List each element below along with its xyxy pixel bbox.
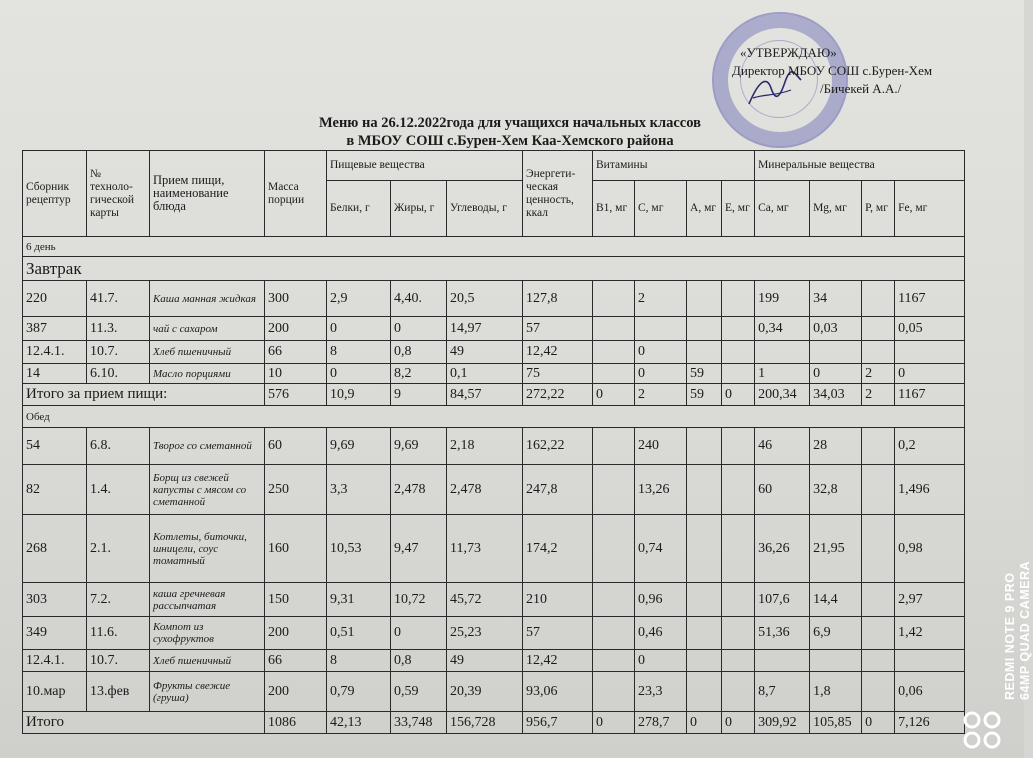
table-cell: 1,8 xyxy=(810,672,862,712)
total-cell: 272,22 xyxy=(523,384,593,406)
table-cell: 349 xyxy=(23,617,87,650)
total-cell: 0 xyxy=(722,712,755,734)
table-cell: 387 xyxy=(23,317,87,341)
table-cell: 0,8 xyxy=(391,341,447,364)
table-cell: 2,97 xyxy=(895,583,965,617)
table-cell: 25,23 xyxy=(447,617,523,650)
camera-watermark xyxy=(958,500,1006,700)
table-cell: 57 xyxy=(523,617,593,650)
table-cell: 8,7 xyxy=(755,672,810,712)
table-cell: 0 xyxy=(810,364,862,384)
dish-name-cell: Каша манная жидкая xyxy=(150,281,265,317)
header-mg: Mg, мг xyxy=(810,181,862,237)
total-cell: 9 xyxy=(391,384,447,406)
table-cell: 1,42 xyxy=(895,617,965,650)
total-cell: 278,7 xyxy=(635,712,687,734)
table-cell: 9,69 xyxy=(327,428,391,465)
total-cell: 42,13 xyxy=(327,712,391,734)
table-row xyxy=(23,515,965,583)
total-label: Итого за прием пищи: xyxy=(23,384,265,406)
table-cell: 2,9 xyxy=(327,281,391,317)
header-fe: Fe, мг xyxy=(895,181,965,237)
dish-name-cell: Хлеб пшеничный xyxy=(150,341,265,364)
dish-name-cell: Котлеты, биточки, шницели, соус томатный xyxy=(150,515,265,583)
header-sbornik: Сборник рецептур xyxy=(23,151,87,237)
table-cell: 200 xyxy=(265,672,327,712)
table-cell: 2,478 xyxy=(391,465,447,515)
table-cell: 82 xyxy=(23,465,87,515)
table-cell xyxy=(755,341,810,364)
table-cell xyxy=(722,428,755,465)
table-cell xyxy=(687,465,722,515)
camera-line-2: 64MP QUAD CAMERA xyxy=(1018,560,1032,700)
day-label: 6 день xyxy=(23,237,965,257)
table-cell: 7.2. xyxy=(87,583,150,617)
header-c: C, мг xyxy=(635,181,687,237)
table-cell: 127,8 xyxy=(523,281,593,317)
header-a: A, мг xyxy=(687,181,722,237)
table-cell: 1,496 xyxy=(895,465,965,515)
total-cell: 33,748 xyxy=(391,712,447,734)
total-cell: 7,126 xyxy=(895,712,965,734)
table-cell xyxy=(755,650,810,672)
table-cell xyxy=(687,650,722,672)
table-cell xyxy=(895,650,965,672)
day-label-row xyxy=(23,237,965,257)
dish-name-cell: чай с сахаром xyxy=(150,317,265,341)
table-cell: 45,72 xyxy=(447,583,523,617)
table-cell: 0,06 xyxy=(895,672,965,712)
table-cell: 2,478 xyxy=(447,465,523,515)
table-cell: 0,34 xyxy=(755,317,810,341)
table-cell xyxy=(593,515,635,583)
table-cell xyxy=(593,341,635,364)
total-cell: 576 xyxy=(265,384,327,406)
table-cell: 0,51 xyxy=(327,617,391,650)
table-row xyxy=(23,617,965,650)
table-cell: 8 xyxy=(327,341,391,364)
table-cell: 32,8 xyxy=(810,465,862,515)
dish-name-cell: Хлеб пшеничный xyxy=(150,650,265,672)
table-cell: 303 xyxy=(23,583,87,617)
table-cell: 3,3 xyxy=(327,465,391,515)
table-row xyxy=(23,583,965,617)
table-cell: 0,79 xyxy=(327,672,391,712)
table-cell xyxy=(593,364,635,384)
table-cell xyxy=(593,428,635,465)
table-cell: 2 xyxy=(635,281,687,317)
table-row xyxy=(23,465,965,515)
total-cell: 1086 xyxy=(265,712,327,734)
table-cell: 0 xyxy=(327,317,391,341)
table-cell xyxy=(593,465,635,515)
title-line-1: Меню на 26.12.2022года для учащихся начальных классов xyxy=(319,115,701,131)
table-cell: 0 xyxy=(391,617,447,650)
table-cell: 60 xyxy=(755,465,810,515)
total-cell: 0 xyxy=(722,384,755,406)
approval-block xyxy=(732,44,962,98)
table-cell: 199 xyxy=(755,281,810,317)
table-cell: 51,36 xyxy=(755,617,810,650)
table-cell: 49 xyxy=(447,341,523,364)
table-cell xyxy=(722,341,755,364)
total-cell: 0 xyxy=(593,384,635,406)
table-cell: 160 xyxy=(265,515,327,583)
table-cell: 9,69 xyxy=(391,428,447,465)
table-cell xyxy=(895,341,965,364)
breakfast-total-row xyxy=(23,384,965,406)
table-cell: 93,06 xyxy=(523,672,593,712)
table-cell: 210 xyxy=(523,583,593,617)
table-cell xyxy=(687,515,722,583)
total-cell: 0 xyxy=(687,712,722,734)
total-cell: 2 xyxy=(862,384,895,406)
table-cell: 0,96 xyxy=(635,583,687,617)
header-fat: Жиры, г xyxy=(391,181,447,237)
table-cell: 0,59 xyxy=(391,672,447,712)
table-cell: 10,72 xyxy=(391,583,447,617)
table-cell: 66 xyxy=(265,650,327,672)
dish-name-cell: каша гречневая рассыпчатая xyxy=(150,583,265,617)
total-cell: 34,03 xyxy=(810,384,862,406)
approval-line-3: /Бичекей А.А./ xyxy=(820,81,902,96)
table-cell xyxy=(862,465,895,515)
table-cell: 0 xyxy=(635,341,687,364)
breakfast-label: Завтрак xyxy=(23,257,965,281)
lunch-total-row xyxy=(23,712,965,734)
menu-table xyxy=(22,150,965,734)
table-cell: 13.фев xyxy=(87,672,150,712)
table-cell xyxy=(687,281,722,317)
table-cell: 0,2 xyxy=(895,428,965,465)
table-cell xyxy=(862,515,895,583)
table-cell: 0,74 xyxy=(635,515,687,583)
header-minerals: Минеральные вещества xyxy=(755,151,965,181)
table-cell: 14,4 xyxy=(810,583,862,617)
table-cell: 250 xyxy=(265,465,327,515)
table-cell: 34 xyxy=(810,281,862,317)
table-cell xyxy=(862,281,895,317)
lunch-label-row xyxy=(23,406,965,428)
table-cell: 8,2 xyxy=(391,364,447,384)
table-cell: 11.6. xyxy=(87,617,150,650)
table-row xyxy=(23,317,965,341)
table-cell xyxy=(593,281,635,317)
table-cell: 13,26 xyxy=(635,465,687,515)
table-cell: 300 xyxy=(265,281,327,317)
header-card: № техноло-гической карты xyxy=(87,151,150,237)
table-cell: 4,40. xyxy=(391,281,447,317)
table-row xyxy=(23,364,965,384)
table-cell: 20,39 xyxy=(447,672,523,712)
table-row xyxy=(23,428,965,465)
table-cell xyxy=(722,583,755,617)
lunch-label: Обед xyxy=(23,406,965,428)
table-row xyxy=(23,281,965,317)
table-cell xyxy=(862,341,895,364)
table-cell xyxy=(687,617,722,650)
table-cell: 0,1 xyxy=(447,364,523,384)
table-cell: 10,53 xyxy=(327,515,391,583)
table-cell: 2.1. xyxy=(87,515,150,583)
table-cell: 2,18 xyxy=(447,428,523,465)
table-row xyxy=(23,650,965,672)
table-cell: 12.4.1. xyxy=(23,650,87,672)
table-cell: 14,97 xyxy=(447,317,523,341)
dish-name-cell: Борщ из свежей капусты с мясом со сметанной xyxy=(150,465,265,515)
table-cell xyxy=(862,583,895,617)
total-cell: 84,57 xyxy=(447,384,523,406)
table-cell: 200 xyxy=(265,317,327,341)
table-cell xyxy=(722,617,755,650)
table-cell xyxy=(810,650,862,672)
total-cell: 0 xyxy=(593,712,635,734)
table-cell xyxy=(722,515,755,583)
camera-watermark-text xyxy=(1003,561,1033,700)
total-cell: 0 xyxy=(862,712,895,734)
table-cell xyxy=(722,672,755,712)
table-row xyxy=(23,341,965,364)
table-cell: 75 xyxy=(523,364,593,384)
table-cell: 2 xyxy=(862,364,895,384)
table-cell xyxy=(810,341,862,364)
dish-name-cell: Творог со сметанной xyxy=(150,428,265,465)
table-cell xyxy=(687,341,722,364)
camera-logo-icon xyxy=(960,708,1004,752)
total-cell: 10,9 xyxy=(327,384,391,406)
table-cell: 41.7. xyxy=(87,281,150,317)
table-cell: 220 xyxy=(23,281,87,317)
total-cell: 309,92 xyxy=(755,712,810,734)
table-cell: 12.4.1. xyxy=(23,341,87,364)
header-carbs: Углеводы, г xyxy=(447,181,523,237)
table-cell: 0 xyxy=(327,364,391,384)
table-cell: 240 xyxy=(635,428,687,465)
table-cell xyxy=(862,650,895,672)
table-cell xyxy=(687,428,722,465)
total-cell: 2 xyxy=(635,384,687,406)
table-cell xyxy=(862,672,895,712)
total-cell: 956,7 xyxy=(523,712,593,734)
table-cell: 10 xyxy=(265,364,327,384)
table-cell: 14 xyxy=(23,364,87,384)
header-protein: Белки, г xyxy=(327,181,391,237)
table-cell: 268 xyxy=(23,515,87,583)
table-cell: 6.10. xyxy=(87,364,150,384)
table-cell xyxy=(635,317,687,341)
table-cell: 66 xyxy=(265,341,327,364)
table-cell: 54 xyxy=(23,428,87,465)
table-cell: 0,46 xyxy=(635,617,687,650)
table-cell: 1 xyxy=(755,364,810,384)
dish-name-cell: Масло порциями xyxy=(150,364,265,384)
total-cell: 1167 xyxy=(895,384,965,406)
table-cell: 6.8. xyxy=(87,428,150,465)
table-cell: 12,42 xyxy=(523,341,593,364)
header-p: P, мг xyxy=(862,181,895,237)
table-cell: 6,9 xyxy=(810,617,862,650)
table-cell: 107,6 xyxy=(755,583,810,617)
table-cell: 0,98 xyxy=(895,515,965,583)
table-cell: 1167 xyxy=(895,281,965,317)
document-title xyxy=(250,114,770,150)
total-cell: 105,85 xyxy=(810,712,862,734)
table-cell: 59 xyxy=(687,364,722,384)
table-cell xyxy=(687,672,722,712)
table-cell: 8 xyxy=(327,650,391,672)
table-cell: 247,8 xyxy=(523,465,593,515)
table-cell: 10.7. xyxy=(87,650,150,672)
table-cell: 0 xyxy=(635,650,687,672)
table-cell: 11.3. xyxy=(87,317,150,341)
dish-name-cell: Фрукты свежие (груша) xyxy=(150,672,265,712)
table-cell xyxy=(862,428,895,465)
table-cell: 60 xyxy=(265,428,327,465)
table-cell xyxy=(722,281,755,317)
table-cell: 0,03 xyxy=(810,317,862,341)
table-cell xyxy=(593,617,635,650)
approval-line-1: «УТВЕРЖДАЮ» xyxy=(740,45,837,60)
table-cell: 10.7. xyxy=(87,341,150,364)
table-cell xyxy=(593,650,635,672)
table-cell: 12,42 xyxy=(523,650,593,672)
header-dish: Прием пищи, наименование блюда xyxy=(150,151,265,237)
table-cell: 0 xyxy=(635,364,687,384)
table-cell: 0,8 xyxy=(391,650,447,672)
table-cell: 9,31 xyxy=(327,583,391,617)
header-energy: Энергети-ческая ценность, ккал xyxy=(523,151,593,237)
total-label: Итого xyxy=(23,712,265,734)
title-line-2: в МБОУ СОШ с.Бурен-Хем Каа-Хемского района xyxy=(346,133,674,149)
table-cell: 0 xyxy=(391,317,447,341)
table-cell: 1.4. xyxy=(87,465,150,515)
table-cell xyxy=(722,650,755,672)
table-cell: 28 xyxy=(810,428,862,465)
table-cell: 162,22 xyxy=(523,428,593,465)
table-cell xyxy=(687,317,722,341)
table-cell xyxy=(722,364,755,384)
table-cell: 36,26 xyxy=(755,515,810,583)
header-mass: Масса порции xyxy=(265,151,327,237)
table-cell: 21,95 xyxy=(810,515,862,583)
table-cell: 57 xyxy=(523,317,593,341)
table-cell: 174,2 xyxy=(523,515,593,583)
table-cell xyxy=(722,317,755,341)
header-vitamins: Витамины xyxy=(593,151,755,181)
table-cell xyxy=(593,672,635,712)
table-cell: 23,3 xyxy=(635,672,687,712)
table-cell: 150 xyxy=(265,583,327,617)
table-cell: 10.мар xyxy=(23,672,87,712)
approval-line-2: Директор МБОУ СОШ с.Бурен-Хем xyxy=(732,63,933,78)
total-cell: 200,34 xyxy=(755,384,810,406)
header-e: E, мг xyxy=(722,181,755,237)
total-cell: 59 xyxy=(687,384,722,406)
camera-line-1: REDMI NOTE 9 PRO xyxy=(1003,572,1017,700)
table-cell xyxy=(862,617,895,650)
table-cell: 0 xyxy=(895,364,965,384)
header-ca: Ca, мг xyxy=(755,181,810,237)
total-cell: 156,728 xyxy=(447,712,523,734)
table-cell: 200 xyxy=(265,617,327,650)
table-cell xyxy=(722,465,755,515)
table-cell: 49 xyxy=(447,650,523,672)
dish-name-cell: Компот из сухофруктов xyxy=(150,617,265,650)
table-cell: 11,73 xyxy=(447,515,523,583)
header-nutrients: Пищевые вещества xyxy=(327,151,523,181)
table-cell: 9,47 xyxy=(391,515,447,583)
table-cell: 46 xyxy=(755,428,810,465)
table-cell xyxy=(593,583,635,617)
breakfast-label-row xyxy=(23,257,965,281)
table-cell xyxy=(593,317,635,341)
table-cell: 0,05 xyxy=(895,317,965,341)
table-cell: 20,5 xyxy=(447,281,523,317)
header-b1: B1, мг xyxy=(593,181,635,237)
table-cell xyxy=(687,583,722,617)
menu-table-body xyxy=(23,237,965,734)
table-row xyxy=(23,672,965,712)
table-cell xyxy=(862,317,895,341)
